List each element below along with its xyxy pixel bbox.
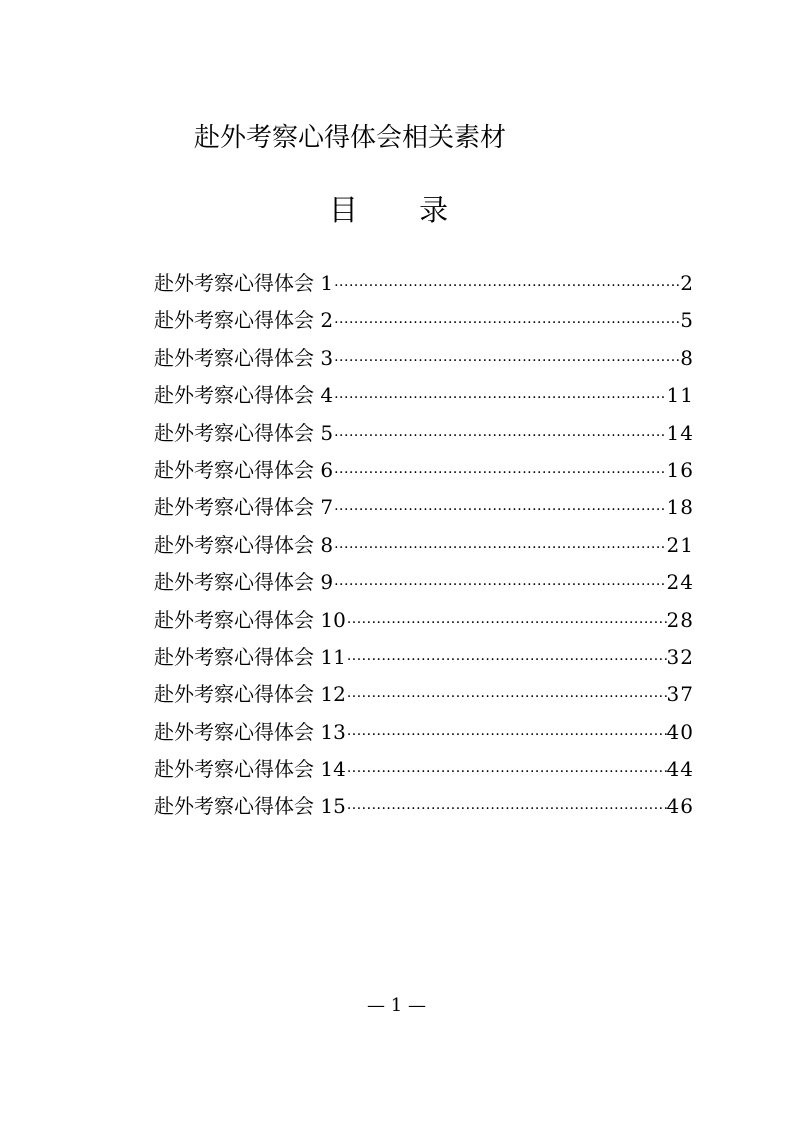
toc-entry-title: 赴外考察心得体会 4 — [154, 383, 334, 408]
toc-leader-dots — [333, 343, 680, 380]
toc-leader-dots — [346, 791, 667, 828]
toc-entry-page: 44 — [666, 757, 694, 782]
toc-entry-page: 18 — [666, 495, 694, 520]
toc-entry-title: 赴外考察心得体会 6 — [154, 457, 334, 482]
toc-entry[interactable] — [154, 714, 694, 751]
toc-entry-page: 40 — [666, 719, 694, 744]
toc-entry[interactable] — [154, 564, 694, 601]
toc-leader-dots — [333, 268, 680, 305]
toc-entry-page: 24 — [666, 570, 694, 595]
toc-entry[interactable] — [154, 788, 694, 825]
toc-entry[interactable] — [154, 415, 694, 452]
toc-leader-dots — [333, 305, 680, 342]
toc-entry[interactable] — [154, 489, 694, 526]
toc-entry-page: 8 — [680, 345, 694, 370]
toc-entry-page: 21 — [666, 532, 694, 557]
toc-entry-title: 赴外考察心得体会 8 — [154, 532, 334, 557]
toc-entry-page: 28 — [666, 607, 694, 632]
document-title: 赴外考察心得体会相关素材 — [194, 123, 507, 153]
toc-entry[interactable] — [154, 377, 694, 414]
toc-entry[interactable] — [154, 639, 694, 676]
toc-entry[interactable] — [154, 676, 694, 713]
toc-entry[interactable] — [154, 302, 694, 339]
toc-entry-page: 32 — [666, 644, 694, 669]
toc-entry-page: 14 — [666, 420, 694, 445]
toc-leader-dots — [333, 418, 666, 455]
toc-entry-page: 46 — [666, 794, 694, 819]
toc-entry[interactable] — [154, 340, 694, 377]
toc-entry-title: 赴外考察心得体会 7 — [154, 495, 334, 520]
toc-leader-dots — [346, 717, 667, 754]
toc-leader-dots — [333, 492, 666, 529]
toc-entry-page: 2 — [680, 271, 694, 295]
toc-entry-page: 11 — [666, 383, 694, 408]
toc-entry[interactable] — [154, 265, 694, 302]
toc-entry-title: 赴外考察心得体会 1 — [154, 271, 334, 295]
toc-entry[interactable] — [154, 527, 694, 564]
toc-entry-title: 赴外考察心得体会 5 — [154, 420, 334, 445]
toc-entry-page: 16 — [666, 457, 694, 482]
toc-entry[interactable] — [154, 602, 694, 639]
toc-leader-dots — [346, 642, 667, 679]
toc-entry-page: 37 — [666, 682, 694, 707]
toc-entry-title: 赴外考察心得体会 13 — [154, 719, 346, 744]
toc-leader-dots — [346, 754, 667, 791]
toc-entry[interactable] — [154, 751, 694, 788]
toc-entry-title: 赴外考察心得体会 11 — [154, 644, 346, 669]
toc-entry-title: 赴外考察心得体会 9 — [154, 570, 334, 595]
toc-leader-dots — [346, 605, 667, 642]
table-of-contents — [154, 265, 694, 826]
toc-leader-dots — [333, 530, 666, 567]
toc-leader-dots — [333, 380, 666, 417]
toc-leader-dots — [333, 455, 666, 492]
toc-entry-title: 赴外考察心得体会 15 — [154, 794, 346, 819]
toc-heading: 目 录 — [328, 193, 475, 227]
toc-leader-dots — [333, 567, 666, 604]
toc-leader-dots — [346, 679, 667, 716]
toc-entry-page: 5 — [680, 308, 694, 333]
page-number: — 1 — — [367, 995, 426, 1016]
toc-entry-title: 赴外考察心得体会 14 — [154, 757, 346, 782]
toc-entry-title: 赴外考察心得体会 2 — [154, 308, 334, 333]
toc-entry[interactable] — [154, 452, 694, 489]
toc-entry-title: 赴外考察心得体会 10 — [154, 607, 346, 632]
toc-entry-title: 赴外考察心得体会 3 — [154, 345, 334, 370]
toc-entry-title: 赴外考察心得体会 12 — [154, 682, 346, 707]
